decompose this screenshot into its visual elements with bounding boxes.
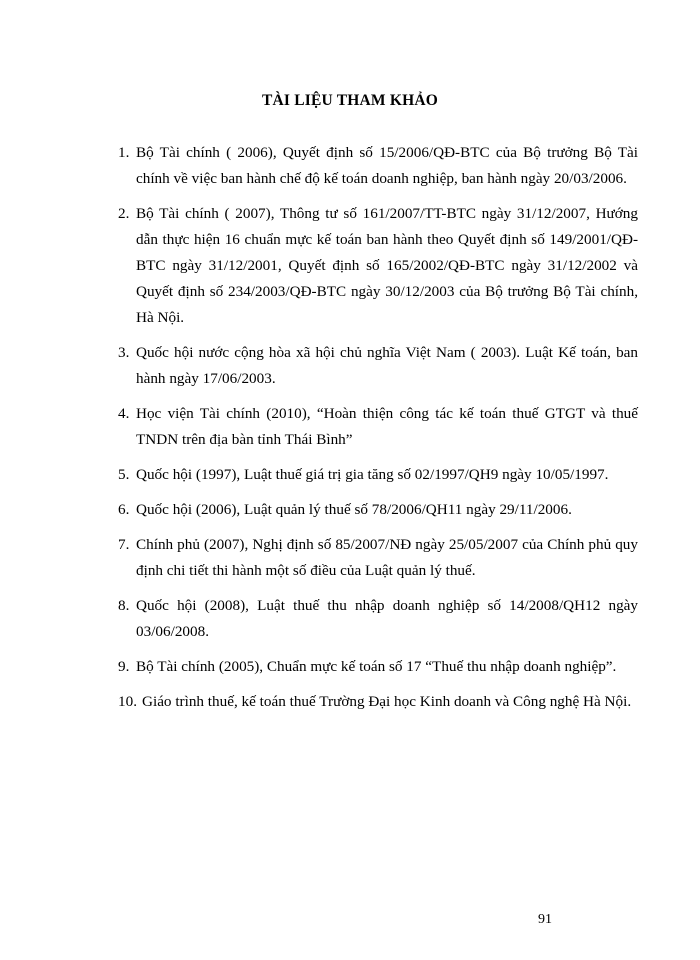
- reference-text: Quốc hội (2008), Luật thuế thu nhập doanh nghiệp số 14/2008/QH12 ngày 03/06/2008.: [136, 597, 638, 640]
- reference-item: [118, 654, 638, 680]
- reference-text: Bộ Tài chính (2005), Chuẩn mực kế toán số 17 “Thuế thu nhập doanh nghiệp”.: [136, 658, 617, 675]
- reference-list: [118, 140, 638, 724]
- reference-text: Quốc hội nước cộng hòa xã hội chủ nghĩa Việt Nam ( 2003). Luật Kế toán, ban hành ngày 17/06/2003.: [136, 344, 638, 387]
- reference-item: [118, 689, 638, 715]
- reference-item: [118, 140, 638, 192]
- reference-number: 7.: [118, 536, 130, 553]
- reference-text: Quốc hội (2006), Luật quản lý thuế số 78/2006/QH11 ngày 29/11/2006.: [136, 501, 572, 518]
- reference-item: [118, 201, 638, 331]
- reference-number: 8.: [118, 597, 130, 614]
- reference-item: [118, 532, 638, 584]
- page-number: 91: [538, 912, 552, 927]
- reference-text: Học viện Tài chính (2010), “Hoàn thiện công tác kế toán thuế GTGT và thuế TNDN trên địa bàn tỉnh Thái Bình”: [136, 405, 638, 448]
- reference-item: [118, 593, 638, 645]
- reference-item: [118, 462, 638, 488]
- reference-item: [118, 340, 638, 392]
- reference-item: [118, 401, 638, 453]
- reference-number: 4.: [118, 405, 130, 422]
- reference-item: [118, 497, 638, 523]
- reference-number: 2.: [118, 205, 130, 222]
- reference-number: 6.: [118, 501, 130, 518]
- reference-number: 9.: [118, 658, 130, 675]
- page-title: TÀI LIỆU THAM KHẢO: [262, 92, 438, 109]
- reference-number: 5.: [118, 466, 130, 483]
- reference-number: 3.: [118, 344, 130, 361]
- reference-text: Bộ Tài chính ( 2007), Thông tư số 161/2007/TT-BTC ngày 31/12/2007, Hướng dẫn thực hiện 16 chuẩn mực kế toán ban hành theo Quyết định số 149/2001/QĐ-BTC ngày 31/12/2001, Quyết định số 165/2002/QĐ-BTC ngày 31/12/2002 và Quyết định số 234/2003/QĐ-BTC ngày 30/12/2003 của Bộ trưởng Bộ Tài chính, Hà Nội.: [136, 205, 638, 326]
- reference-text: Chính phủ (2007), Nghị định số 85/2007/NĐ ngày 25/05/2007 của Chính phủ quy định chi tiết thi hành một số điều của Luật quản lý thuế.: [136, 536, 638, 579]
- reference-text: Giáo trình thuế, kế toán thuế Trường Đại học Kinh doanh và Công nghệ Hà Nội.: [142, 693, 632, 710]
- reference-number: 1.: [118, 144, 130, 161]
- reference-number: 10.: [118, 693, 137, 710]
- reference-text: Bộ Tài chính ( 2006), Quyết định số 15/2006/QĐ-BTC của Bộ trưởng Bộ Tài chính về việc ban hành chế độ kế toán doanh nghiệp, ban hành ngày 20/03/2006.: [136, 144, 638, 187]
- reference-text: Quốc hội (1997), Luật thuế giá trị gia tăng số 02/1997/QH9 ngày 10/05/1997.: [136, 466, 609, 483]
